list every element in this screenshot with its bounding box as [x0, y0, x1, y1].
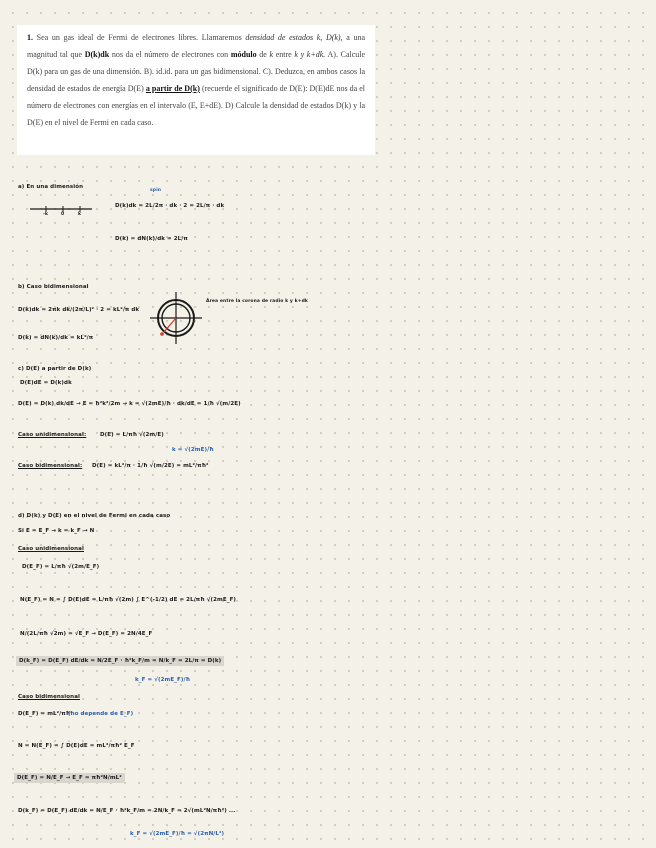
eq-DEF-1d: D(E_F) = L/πħ √(2m/E_F)	[22, 564, 100, 570]
spin-annotation: spin	[150, 188, 162, 193]
statement-part: A). Calcule D(k) para un gas de una dimensión. B). id.id. para un gas bidimensional. C). Deduzca, en ambos casos la densidad de estados de energía D(E)	[27, 50, 366, 93]
problem-statement	[17, 25, 375, 155]
statement-part: k y k+dk.	[294, 50, 326, 59]
k-space-circle-figure	[148, 290, 204, 346]
eq-DkF-2d: D(k_F) = D(E_F) dE/dk = N/E_F · ħ²k_F/m = 2N/k_F = 2√(mL²N/πħ²) ...	[18, 808, 236, 814]
statement-part: a partir de D(k)	[145, 84, 200, 93]
statement-part: entre	[275, 50, 292, 59]
tick-label: k	[78, 212, 82, 217]
eq-DE-1d: D(E) = L/πħ √(2m/E)	[100, 432, 164, 438]
statement-part: de	[259, 50, 267, 59]
eq-N-1d: N(E_F) = N = ∫ D(E)dE = L/πħ √(2m) ∫ E^(-1/2) dE = 2L/πħ √(2mE_F)	[20, 597, 237, 603]
d-2d-label: Caso bidimensional	[18, 694, 80, 700]
d-1d-kF-note: k_F = √(2mE_F)/ħ	[135, 677, 191, 683]
c-2d-k-note: k = √(2mE)/ħ	[172, 447, 214, 453]
section-b-heading: b) Caso bidimensional	[18, 284, 89, 290]
statement-part: nos da el número de electrones con	[111, 50, 229, 59]
eq-DE-general: D(E) = D(k) dk/dE → E = ħ²k²/2m → k = √(2mE)/ħ · dk/dE = 1/ħ √(m/2E)	[18, 401, 241, 407]
statement-part: (recuerde el significado de D(E): D(E)dE nos da el número de electrones con energías en el intervalo (E, E+dE). D) Calcule la densidad de estados D(k) y la D(E) en el nivel de Fermi en cada caso.	[27, 84, 366, 127]
eq-DEF-2d: D(E_F) = mL²/πħ²	[18, 711, 73, 717]
section-c-heading: c) D(E) a partir de D(k)	[18, 366, 92, 372]
eq-1d-dk: D(k)dk = 2L/2π · dk · 2 = 2L/π · dk	[115, 203, 225, 209]
section-a-heading: a) En una dimensión	[18, 184, 84, 190]
problem-number: 1.	[27, 33, 33, 42]
statement-part: D(k)dk	[84, 50, 110, 59]
statement-part: módulo	[230, 50, 257, 59]
eq-N-2d: N = N(E_F) = ∫ D(E)dE = mL²/πħ² E_F	[18, 743, 135, 749]
d-2d-note: (no depende de E_F)	[68, 711, 134, 717]
c-2d-label: Caso bidimensional:	[18, 463, 83, 469]
eq-EF-1d: N/(2L/πħ √2m) = √E_F → D(E_F) = 2N/4E_F	[20, 631, 153, 637]
c-1d-label: Caso unidimensional:	[18, 432, 87, 438]
problem-text	[27, 29, 365, 131]
d-subheading: Si E = E_F → k = k_F → N	[18, 528, 95, 534]
statement-part: k	[269, 50, 274, 59]
statement-part: Sea un gas ideal de Fermi de electrones libres. Llamaremos	[36, 33, 242, 42]
eq-1d-Dk: D(k) = dN(k)/dk = 2L/π	[115, 236, 188, 242]
statement-part: densidad de estados k, D(k),	[245, 33, 343, 42]
eq-DkF-1d: D(k_F) = D(E_F) dE/dk = N/2E_F · ħ²k_F/m = N/k_F = 2L/π = D(k)	[16, 656, 224, 666]
eq-2d-Dk: D(k) = dN(k)/dk = kL²/π	[18, 335, 94, 341]
c-subheading: D(E)dE = D(k)dk	[20, 380, 72, 386]
d-2d-kF-note: k_F = √(2mE_F)/ħ = √(2πN/L²)	[130, 831, 225, 837]
section-d-heading: d) D(k) y D(E) en el nivel de Fermi en cada caso	[18, 513, 171, 519]
eq-2d-dk: D(k)dk = 2πk dk/(2π/L)² · 2 = kL²/π dk	[18, 307, 140, 313]
tick-label: -k	[43, 212, 49, 217]
tick-label: 0	[61, 212, 65, 217]
d-1d-label: Caso unidimensional	[18, 546, 84, 552]
circle-note: Área entre la corona de radio k y k+dk	[206, 299, 308, 304]
eq-DE-2d: D(E) = kL²/π · 1/ħ √(m/2E) = mL²/πħ²	[92, 463, 209, 469]
statement-part: a una magnitud tal que	[27, 33, 366, 59]
eq-EF-2d: D(E_F) = N/E_F → E_F = πħ²N/mL²	[14, 773, 125, 783]
